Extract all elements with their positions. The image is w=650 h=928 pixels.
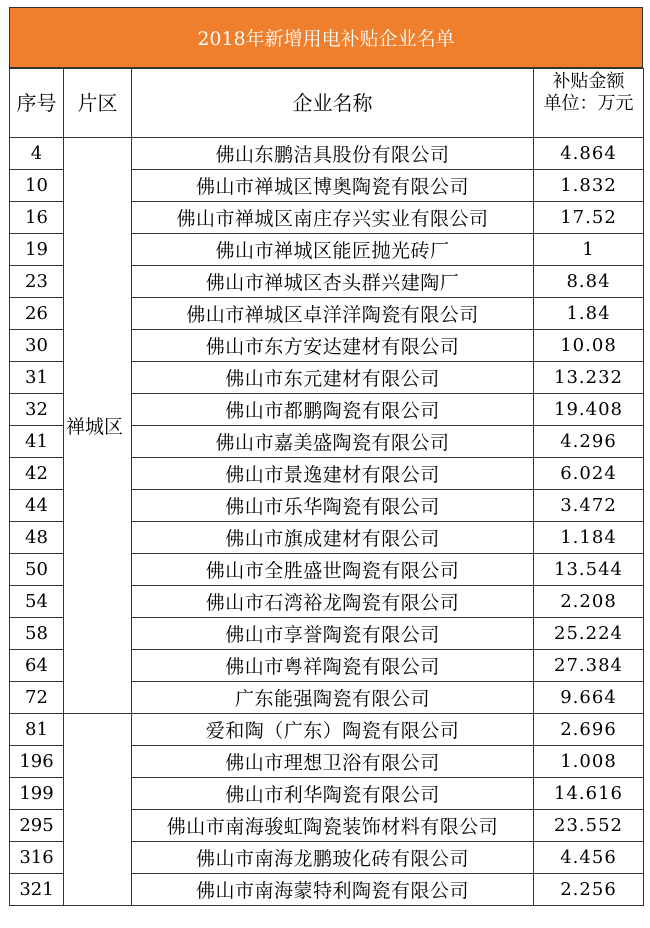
row-amount: 4.864 [534,138,644,170]
row-amount: 13.544 [534,554,644,586]
row-seq: 4 [10,138,64,170]
row-company-name: 爱和陶（广东）陶瓷有限公司 [132,714,534,746]
row-company-name: 佛山市禅城区杏头群兴建陶厂 [132,266,534,298]
row-seq: 316 [10,842,64,874]
table-body [10,138,644,906]
row-amount: 2.256 [534,874,644,906]
row-seq: 295 [10,810,64,842]
row-company-name: 佛山市禅城区卓洋洋陶瓷有限公司 [132,298,534,330]
sheet-title: 2018年新增用电补贴企业名单 [9,7,643,68]
row-company-name: 佛山市禅城区能匠抛光砖厂 [132,234,534,266]
header-amount-line1: 补贴金额 [552,71,625,92]
row-amount: 23.552 [534,810,644,842]
row-company-name: 佛山市石湾裕龙陶瓷有限公司 [132,586,534,618]
row-amount: 9.664 [534,682,644,714]
row-seq: 16 [10,202,64,234]
row-seq: 54 [10,586,64,618]
row-amount: 25.224 [534,618,644,650]
row-company-name: 佛山市利华陶瓷有限公司 [132,778,534,810]
row-amount: 10.08 [534,330,644,362]
row-amount: 1.184 [534,522,644,554]
row-seq: 81 [10,714,64,746]
company-table [9,68,644,906]
row-amount: 14.616 [534,778,644,810]
row-seq: 199 [10,778,64,810]
row-company-name: 佛山市全胜盛世陶瓷有限公司 [132,554,534,586]
row-amount: 2.208 [534,586,644,618]
row-amount: 1.008 [534,746,644,778]
header-row [10,69,644,138]
row-company-name: 佛山市南海骏虹陶瓷装饰材料有限公司 [132,810,534,842]
row-company-name: 佛山市粤祥陶瓷有限公司 [132,650,534,682]
row-amount: 19.408 [534,394,644,426]
row-amount: 1 [534,234,644,266]
row-amount: 4.456 [534,842,644,874]
row-seq: 42 [10,458,64,490]
row-seq: 32 [10,394,64,426]
row-amount: 2.696 [534,714,644,746]
row-seq: 41 [10,426,64,458]
row-seq: 31 [10,362,64,394]
row-company-name: 广东能强陶瓷有限公司 [132,682,534,714]
row-company-name: 佛山市乐华陶瓷有限公司 [132,490,534,522]
row-seq: 19 [10,234,64,266]
row-company-name: 佛山市南海龙鹏玻化砖有限公司 [132,842,534,874]
row-company-name: 佛山市理想卫浴有限公司 [132,746,534,778]
table-row [10,138,644,170]
row-seq: 30 [10,330,64,362]
row-amount: 27.384 [534,650,644,682]
row-company-name: 佛山市旗成建材有限公司 [132,522,534,554]
district-cell-empty [64,714,132,906]
subsidy-sheet [9,7,643,906]
row-amount: 13.232 [534,362,644,394]
row-company-name: 佛山市禅城区博奥陶瓷有限公司 [132,170,534,202]
row-seq: 23 [10,266,64,298]
row-amount: 3.472 [534,490,644,522]
row-company-name: 佛山市南海蒙特利陶瓷有限公司 [132,874,534,906]
row-company-name: 佛山市景逸建材有限公司 [132,458,534,490]
row-company-name: 佛山市禅城区南庄存兴实业有限公司 [132,202,534,234]
row-seq: 44 [10,490,64,522]
header-seq: 序号 [10,69,64,138]
row-seq: 72 [10,682,64,714]
row-company-name: 佛山市嘉美盛陶瓷有限公司 [132,426,534,458]
header-amount-line2: 单位：万元 [543,93,634,114]
row-seq: 26 [10,298,64,330]
row-amount: 6.024 [534,458,644,490]
row-company-name: 佛山市都鹏陶瓷有限公司 [132,394,534,426]
header-company: 企业名称 [132,69,534,138]
row-amount: 1.84 [534,298,644,330]
table-row [10,714,644,746]
header-district: 片区 [64,69,132,138]
row-amount: 17.52 [534,202,644,234]
row-seq: 48 [10,522,64,554]
district-cell: 禅城区 [64,138,132,714]
row-amount: 1.832 [534,170,644,202]
row-company-name: 佛山市东元建材有限公司 [132,362,534,394]
row-seq: 196 [10,746,64,778]
row-amount: 4.296 [534,426,644,458]
row-company-name: 佛山市东方安达建材有限公司 [132,330,534,362]
row-seq: 321 [10,874,64,906]
row-seq: 50 [10,554,64,586]
row-amount: 8.84 [534,266,644,298]
row-seq: 58 [10,618,64,650]
row-company-name: 佛山东鹏洁具股份有限公司 [132,138,534,170]
row-company-name: 佛山市享誉陶瓷有限公司 [132,618,534,650]
header-amount [534,69,644,138]
row-seq: 64 [10,650,64,682]
row-seq: 10 [10,170,64,202]
